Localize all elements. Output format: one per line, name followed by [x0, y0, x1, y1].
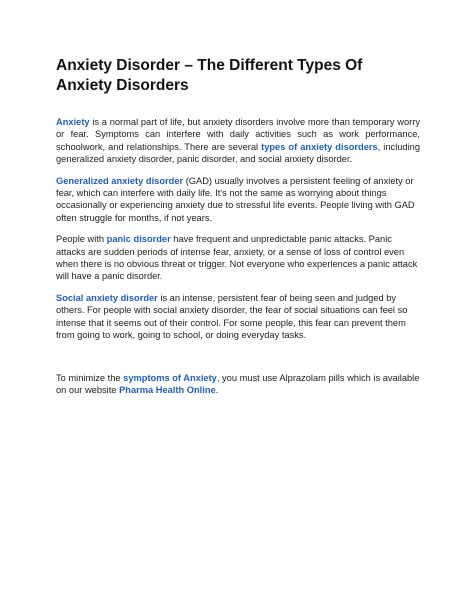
page-title: Anxiety Disorder – The Different Types Of Anxiety Disorders — [56, 57, 363, 94]
link-panic-disorder[interactable]: panic disorder — [106, 234, 171, 245]
spacer — [56, 351, 420, 372]
paragraph-text: , you must use Alprazolam pills which is available on our website — [56, 372, 420, 395]
paragraph-text: , including generalized anxiety disorder, panic disorder, and social anxiety disorder. — [56, 141, 421, 165]
paragraph-text: (GAD) usually involves a persistent feeling of anxiety or fear, which can interfere with daily life. It's not the same as worrying about things occasionally or experiencing anxiety due to stressful life events. People living with GAD often struggle for months, if not years. — [56, 175, 415, 223]
paragraph-panic — [56, 233, 420, 283]
paragraph-text: is a normal part of life, but anxiety disorders involve more than temporary worry or fear. Symptoms can interfere with daily activities such as work performance, schoolwork, and relationships. There are several — [56, 117, 420, 152]
link-symptoms-of-anxiety[interactable]: symptoms of Anxiety — [123, 372, 217, 383]
document-page — [56, 56, 420, 405]
link-generalized-anxiety-disorder[interactable]: Generalized anxiety disorder — [56, 175, 184, 186]
paragraph-text: People with — [56, 234, 107, 245]
paragraph-text: To minimize the — [56, 372, 124, 383]
paragraph-intro — [56, 116, 420, 166]
paragraph-text: is an intense, persistent fear of being seen and judged by others. For people with social anxiety disorder, the fear of social situations can feel so intense that it seems out of their control. For some people, this fear can prevent them from going to work, going to school, or doing everyday tasks. — [56, 292, 408, 341]
link-social-anxiety-disorder[interactable]: Social anxiety disorder — [56, 292, 158, 303]
link-pharma-health-online[interactable]: Pharma Health Online — [119, 384, 216, 395]
paragraph-social-anxiety — [56, 292, 420, 342]
paragraph-closing — [56, 372, 420, 397]
link-anxiety[interactable]: Anxiety — [56, 117, 90, 127]
link-types-of-anxiety-disorders[interactable]: types of anxiety disorders — [261, 141, 378, 152]
paragraph-gad — [56, 175, 420, 225]
paragraph-text: have frequent and unpredictable panic attacks. Panic attacks are sudden periods of intense fear, anxiety, or a sense of loss of control even when there is no obvious threat or trigger. Not everyone who experiences a panic attack will have a panic disorder. — [56, 234, 418, 282]
paragraph-text: . — [215, 384, 219, 395]
